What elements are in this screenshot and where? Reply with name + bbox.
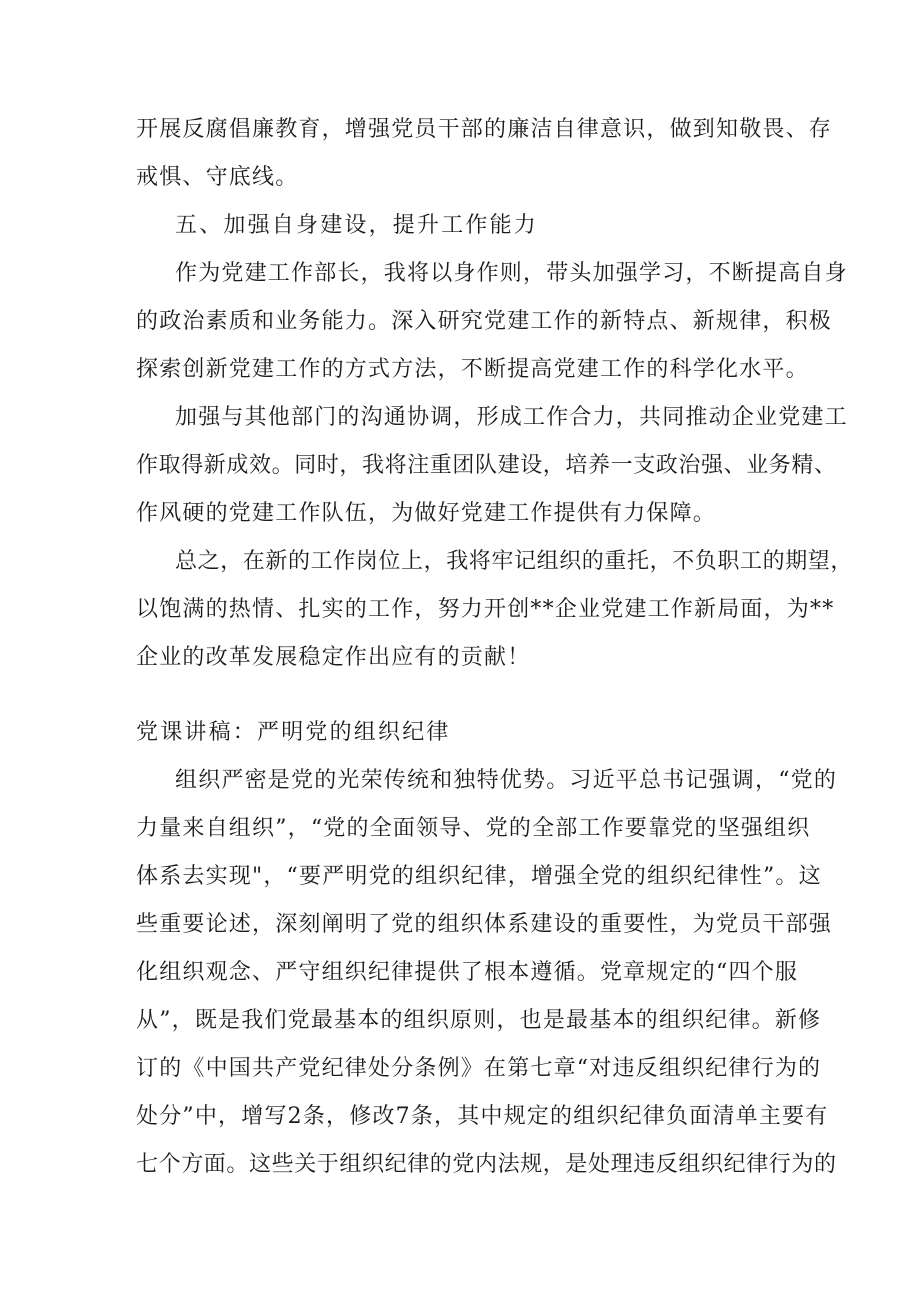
paragraph-line: 戒惧、守底线。 (136, 165, 299, 190)
paragraph-line: 作为党建工作部长，我将以身作则，带头加强学习，不断提高自身 (175, 261, 848, 286)
paragraph-line: 开展反腐倡廉教育，增强党员干部的廉洁自律意识，做到知敬畏、存 (136, 117, 833, 142)
paragraph-line: 体系去实现"，“要严明党的组织纪律，增强全党的组织纪律性”。这 (136, 864, 822, 889)
paragraph-line: 些重要论述，深刻阐明了党的组织体系建设的重要性，为党员干部强 (136, 912, 833, 937)
paragraph-line: 七个方面。这些关于组织纪律的党内法规，是处理违反组织纪律行为的 (136, 1152, 837, 1177)
paragraph-line: 处分”中，增写2条，修改7条，其中规定的组织纪律负面清单主要有 (136, 1104, 829, 1129)
paragraph-line: 从”，既是我们党最基本的组织原则，也是最基本的组织纪律。新修 (136, 1008, 822, 1033)
paragraph-line: 作取得新成效。同时，我将注重团队建设，培养一支政治强、业务精、 (136, 453, 837, 478)
paragraph-line: 力量来自组织”，“党的全面领导、党的全部工作要靠党的坚强组织 (136, 816, 811, 841)
paragraph-line: 订的《中国共产党纪律处分条例》在第七章“对违反组织纪律行为的 (136, 1056, 822, 1081)
paragraph-line: 化组织观念、严守组织纪律提供了根本遵循。党章规定的“四个服 (136, 960, 799, 985)
paragraph-line: 以饱满的热情、扎实的工作，努力开创**企业党建工作新局面，为** (136, 597, 835, 622)
paragraph-line: 企业的改革发展稳定作出应有的贡献！ (136, 645, 531, 670)
paragraph-line: 探索创新党建工作的方式方法，不断提高党建工作的科学化水平。 (136, 357, 809, 382)
lecture-title: 党课讲稿：严明党的组织纪律 (136, 720, 451, 745)
paragraph-line: 总之，在新的工作岗位上，我将牢记组织的重托，不负职工的期望， (175, 549, 854, 574)
paragraph-line: 加强与其他部门的沟通协调，形成工作合力，共同推动企业党建工 (175, 405, 848, 430)
paragraph-line: 的政治素质和业务能力。深入研究党建工作的新特点、新规律，积极 (136, 309, 833, 334)
paragraph-line: 作风硬的党建工作队伍，为做好党建工作提供有力保障。 (136, 501, 717, 526)
section-heading: 五、加强自身建设，提升工作能力 (175, 213, 539, 238)
paragraph-line: 组织严密是党的光荣传统和独特优势。习近平总书记强调，“党的 (175, 768, 838, 793)
